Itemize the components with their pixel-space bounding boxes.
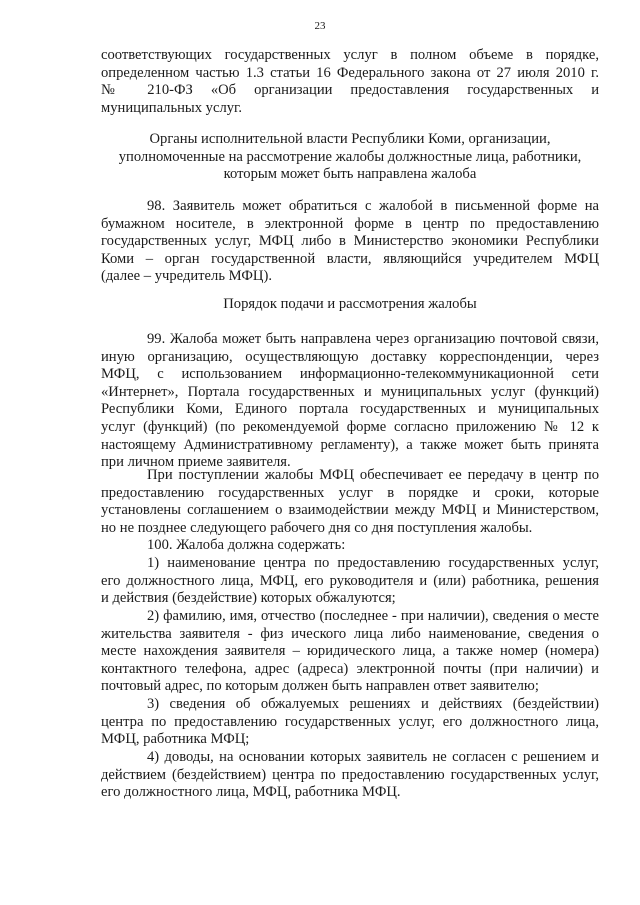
text-line: месте нахождения заявителя – юридического лица, а также номер (номера) <box>101 643 599 660</box>
list-item-2 <box>101 608 599 696</box>
text-line: соответствующих государственных услуг в полном объеме в порядке, <box>101 47 599 63</box>
text-line: Коми – орган государственной власти, являющийся учредителем МФЦ <box>101 250 599 267</box>
text-line: определенном частью 1.3 статьи 16 Федерального закона от 27 июля 2010 г. <box>101 64 599 81</box>
paragraph-99 <box>101 331 599 472</box>
text-line: (далее – учредитель МФЦ). <box>101 268 272 285</box>
section-heading <box>101 131 599 184</box>
text-line: государственных услуг, МФЦ либо в Министерство экономики Республики <box>101 233 599 250</box>
text-line: установлены соглашением о взаимодействии между МФЦ и Министерством, <box>101 502 599 519</box>
text-line: 99. Жалоба может быть направлена через организацию почтовой связи, <box>147 331 599 347</box>
text-line: его должностного лица, МФЦ, его руководителя и (или) работника, решения <box>101 572 599 589</box>
text-line: предоставлению государственных услуг в порядке и сроки, которые <box>101 484 599 501</box>
text-line: 2) фамилию, имя, отчество (последнее - при наличии), сведения о месте <box>147 608 599 624</box>
text-line: 3) сведения об обжалуемых решениях и действиях (бездействии) <box>147 696 599 712</box>
page-number: 23 <box>314 20 326 32</box>
text-line: иную организацию, осуществляющую доставку корреспонденции, через <box>101 348 599 365</box>
text-line: при личном приеме заявителя. <box>101 454 291 471</box>
text-line: 1) наименование центра по предоставлению государственных услуг, <box>147 555 599 571</box>
text-line: настоящему Административному регламенту), а также может быть принята <box>101 436 599 453</box>
text-line: жительства заявителя - физ ического лица либо наименование, сведения о <box>101 625 599 642</box>
paragraph-99-continuation <box>101 467 599 537</box>
heading-line: Порядок подачи и рассмотрения жалобы <box>223 296 477 312</box>
text-line: № 210-ФЗ «Об организации предоставления государственных и <box>101 82 599 99</box>
text-line: и действия (бездействие) которых обжалуются; <box>101 590 396 607</box>
text-line: центра по предоставлению государственных услуг, его должностного лица, <box>101 713 599 730</box>
intro-paragraph <box>101 47 599 117</box>
heading-line: уполномоченные на рассмотрение жалобы должностные лица, работники, <box>118 148 582 165</box>
text-line: но не позднее следующего рабочего дня со дня поступления жалобы. <box>101 519 533 536</box>
section-heading <box>101 296 599 314</box>
text-line: действием (бездействием) центра по предоставлению государственных услуг, <box>101 766 599 783</box>
text-line: «Интернет», Портала государственных и муниципальных услуг (функций) <box>101 383 599 400</box>
text-line: 98. Заявитель может обратиться с жалобой в письменной форме на <box>147 198 599 214</box>
text-line: При поступлении жалобы МФЦ обеспечивает ее передачу в центр по <box>147 467 599 483</box>
text-line: почтовый адрес, по которым должен быть направлен ответ заявителю; <box>101 678 539 695</box>
text-line: бумажном носителе, в электронной форме в центр по предоставлению <box>101 215 599 232</box>
text-line: его должностного лица, МФЦ, работника МФЦ. <box>101 784 401 801</box>
text-line: услуг (функций) (по рекомендуемой форме согласно приложению № 12 к <box>101 418 599 435</box>
text-line: муниципальных услуг. <box>101 99 243 116</box>
text-line: МФЦ, с использованием информационно-телекоммуникационной сети <box>101 366 599 383</box>
text-line: 4) доводы, на основании которых заявитель не согласен с решением и <box>147 749 599 765</box>
list-item-1 <box>101 555 599 608</box>
list-item-3 <box>101 696 599 749</box>
heading-line: Органы исполнительной власти Республики Коми, организации, <box>149 131 551 147</box>
text-line: 100. Жалоба должна содержать: <box>147 537 346 553</box>
text-line: МФЦ, работника МФЦ; <box>101 731 250 748</box>
paragraph-100 <box>101 537 599 555</box>
paragraph-98 <box>101 198 599 286</box>
text-line: контактного телефона, адрес (адреса) электронной почты (при наличии) и <box>101 660 599 677</box>
heading-line: которым может быть направлена жалоба <box>223 166 477 183</box>
list-item-4 <box>101 749 599 802</box>
text-line: Республики Коми, Единого портала государственных и муниципальных <box>101 401 599 418</box>
